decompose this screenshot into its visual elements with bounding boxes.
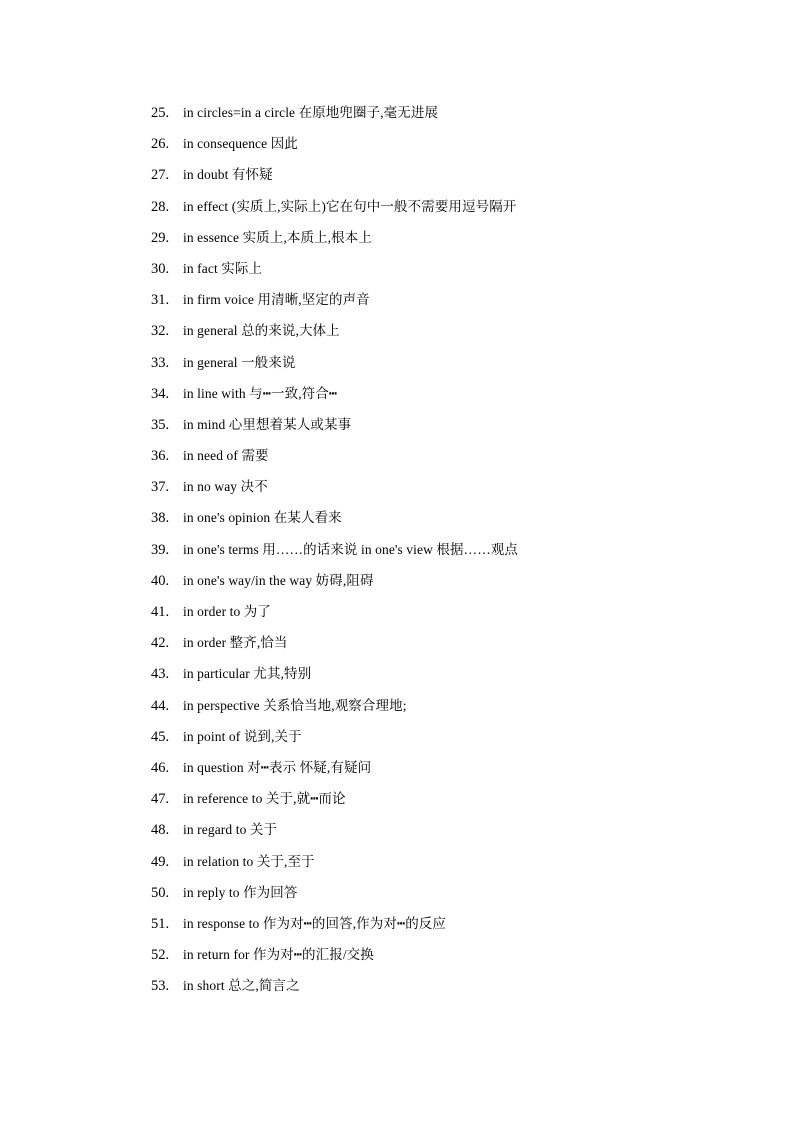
entry-number: 53. (151, 978, 170, 995)
entry-text: in circles=in a circle 在原地兜圈子,毫无进展 (183, 105, 439, 120)
entry-text: in reference to 关于,就┅而论 (183, 791, 346, 807)
list-item (151, 502, 751, 533)
entry-number: 35. (151, 416, 170, 433)
entry-number: 31. (151, 292, 170, 309)
entry-text: in point of 说到,关于 (183, 728, 302, 744)
entry-text: in doubt 有怀疑 (183, 167, 273, 183)
entry-text: in mind 心里想着某人或某事 (183, 416, 352, 432)
entry-number: 44. (151, 697, 170, 714)
entry-number: 32. (151, 323, 170, 340)
entry-number: 37. (151, 479, 170, 496)
entry-number: 36. (151, 448, 170, 465)
list-item (151, 690, 751, 721)
entry-text: in firm voice 用清晰,坚定的声音 (183, 292, 370, 308)
entry-number: 27. (151, 167, 170, 184)
entry-number: 25. (151, 105, 170, 121)
entry-number: 45. (151, 728, 170, 745)
entry-text: in return for 作为对┅的汇报/交换 (183, 947, 374, 963)
entry-number: 41. (151, 604, 170, 620)
list-item (151, 128, 751, 159)
list-item (151, 191, 751, 222)
list-item (151, 534, 751, 565)
list-item (151, 253, 751, 284)
entry-number: 46. (151, 759, 170, 776)
list-item (151, 846, 751, 877)
list-item (151, 752, 751, 783)
entry-number: 28. (151, 198, 170, 215)
entry-number: 34. (151, 385, 170, 402)
entry-text: in need of 需要 (183, 448, 269, 464)
entry-number: 51. (151, 915, 170, 932)
list-item (151, 222, 751, 253)
entry-number: 33. (151, 354, 170, 371)
entry-text: in question 对┅表示 怀疑,有疑问 (183, 759, 372, 775)
entry-text: in line with 与┅一致,符合┅ (183, 385, 338, 401)
entry-text: in no way 决不 (183, 479, 268, 495)
list-item (151, 970, 751, 1001)
entry-number: 30. (151, 260, 170, 277)
entry-number: 26. (151, 136, 170, 153)
entry-number: 50. (151, 884, 170, 901)
list-item (151, 783, 751, 814)
list-item (151, 877, 751, 908)
list-item (151, 596, 751, 627)
list-item (151, 159, 751, 190)
entry-text: in order 整齐,恰当 (183, 635, 288, 651)
entry-number: 48. (151, 822, 170, 839)
entry-text: in general 一般来说 (183, 354, 296, 370)
list-item (151, 440, 751, 471)
list-item (151, 347, 751, 378)
phrase-list (151, 97, 751, 1001)
entry-text: in reply to 作为回答 (183, 884, 298, 900)
entry-text: in one's opinion 在某人看来 (183, 510, 342, 526)
list-item (151, 658, 751, 689)
entry-text: in perspective 关系恰当地,观察合理地; (183, 697, 407, 713)
entry-text: in response to 作为对┅的回答,作为对┅的反应 (183, 915, 446, 931)
list-item (151, 284, 751, 315)
list-item (151, 627, 751, 658)
list-item (151, 97, 751, 128)
entry-number: 43. (151, 666, 170, 683)
entry-text: in relation to 关于,至于 (183, 853, 315, 869)
list-item (151, 409, 751, 440)
entry-text: in one's way/in the way 妨碍,阻碍 (183, 572, 374, 588)
entry-text: in regard to 关于 (183, 822, 278, 838)
list-item (151, 814, 751, 845)
entry-number: 38. (151, 510, 170, 527)
entry-text: in order to 为了 (183, 604, 272, 619)
entry-text: in consequence 因此 (183, 136, 298, 152)
list-item (151, 908, 751, 939)
entry-number: 29. (151, 229, 170, 246)
entry-number: 39. (151, 541, 170, 558)
entry-text: in essence 实质上,本质上,根本上 (183, 229, 372, 245)
list-item (151, 565, 751, 596)
entry-number: 49. (151, 853, 170, 870)
entry-text: in particular 尤其,特别 (183, 666, 312, 682)
list-item (151, 939, 751, 970)
entry-text: in fact 实际上 (183, 260, 263, 276)
entry-number: 42. (151, 635, 170, 652)
entry-number: 40. (151, 572, 170, 589)
list-item (151, 471, 751, 502)
list-item (151, 721, 751, 752)
entry-number: 47. (151, 791, 170, 808)
list-item (151, 315, 751, 346)
list-item (151, 378, 751, 409)
entry-text: in short 总之,简言之 (183, 978, 300, 994)
entry-number: 52. (151, 947, 170, 964)
entry-text: in one's terms 用……的话来说 in one's view 根据……观点 (183, 541, 519, 557)
entry-text: in effect (实质上,实际上)它在句中一般不需要用逗号隔开 (183, 198, 517, 214)
entry-text: in general 总的来说,大体上 (183, 323, 340, 339)
